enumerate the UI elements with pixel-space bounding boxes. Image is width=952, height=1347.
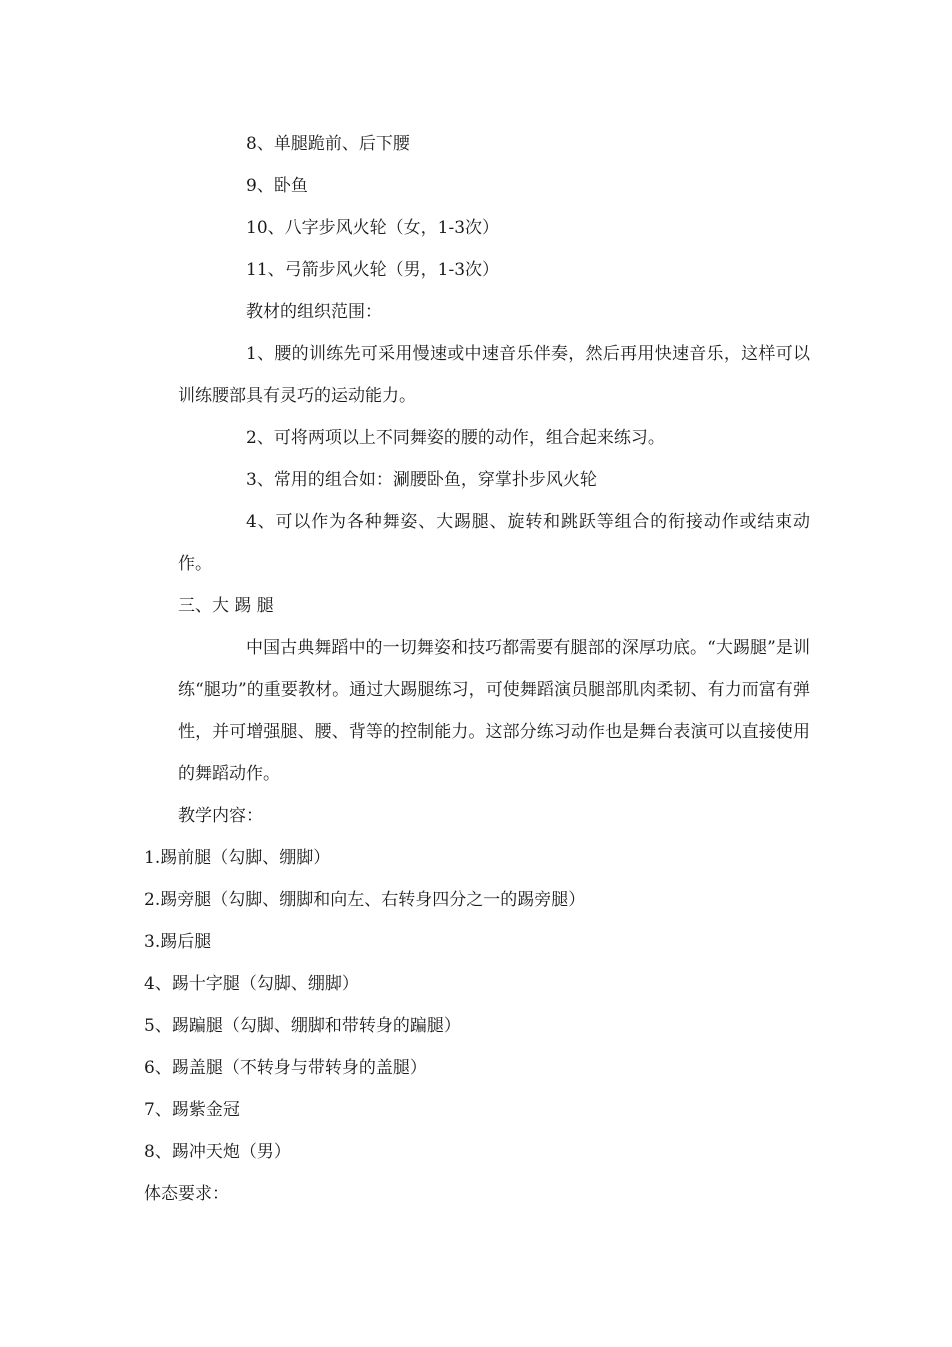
teach-item: 5、踢蹁腿（勾脚、绷脚和带转身的蹁腿） xyxy=(144,1016,461,1036)
org-paragraph: 2、可将两项以上不同舞姿的腰的动作，组合起来练习。 xyxy=(246,428,665,448)
list-item: 8、单腿跪前、后下腰 xyxy=(246,134,410,154)
teach-item: 8、踢冲天炮（男） xyxy=(144,1142,291,1162)
list-item: 11、弓箭步风火轮（男，1-3次） xyxy=(246,260,500,280)
teach-item: 3.踢后腿 xyxy=(144,932,212,952)
teach-item: 7、踢紫金冠 xyxy=(144,1100,240,1120)
list-item: 9、卧鱼 xyxy=(246,176,308,196)
section-title: 三、大 踢 腿 xyxy=(178,596,274,616)
org-heading: 教材的组织范围： xyxy=(246,302,382,322)
teach-item: 6、踢盖腿（不转身与带转身的盖腿） xyxy=(144,1058,427,1078)
org-paragraph: 4、可以作为各种舞姿、大踢腿、旋转和跳跃等组合的衔接动作或结束动作。 xyxy=(178,512,810,574)
list-item: 10、八字步风火轮（女，1-3次） xyxy=(246,218,500,238)
org-paragraph: 3、常用的组合如：涮腰卧鱼，穿掌扑步风火轮 xyxy=(246,470,597,490)
teach-heading: 教学内容： xyxy=(178,806,263,826)
teach-item: 1.踢前腿（勾脚、绷脚） xyxy=(144,848,331,868)
teach-item: 4、踢十字腿（勾脚、绷脚） xyxy=(144,974,359,994)
posture-heading: 体态要求： xyxy=(144,1184,229,1204)
teach-item: 2.踢旁腿（勾脚、绷脚和向左、右转身四分之一的踢旁腿） xyxy=(144,890,586,910)
section-intro: 中国古典舞蹈中的一切舞姿和技巧都需要有腿部的深厚功底。“大踢腿”是训练“腿功”的重要教材。通过大踢腿练习，可使舞蹈演员腿部肌肉柔韧、有力而富有弹性，并可增强腿、腰、背等的控制能力。这部分练习动作也是舞台表演可以直接使用的舞蹈动作。 xyxy=(178,638,810,784)
org-paragraph: 1、腰的训练先可采用慢速或中速音乐伴奏，然后再用快速音乐，这样可以训练腰部具有灵巧的运动能力。 xyxy=(178,344,810,406)
